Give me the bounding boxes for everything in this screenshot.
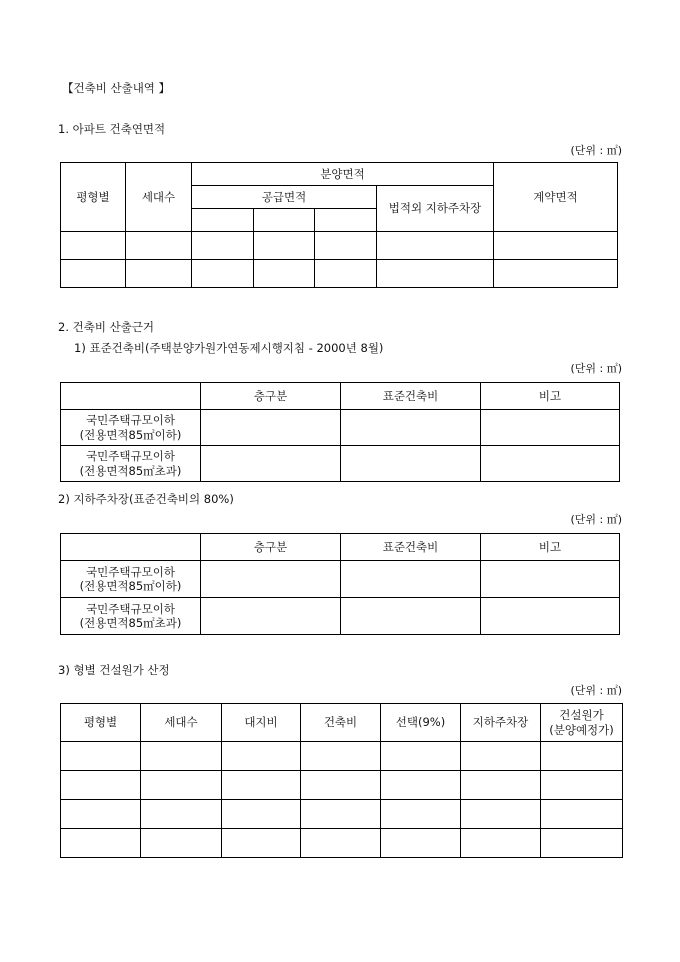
header-remarks: 비고 (481, 534, 620, 561)
sub1-heading: 1) 표준건축비(주택분양가원가연동제시행지침 - 2000년 8월) (74, 341, 384, 355)
subheader-cell (254, 209, 315, 232)
header-blank (61, 383, 201, 410)
header-sale-area: 분양면적 (192, 163, 494, 186)
header-option: 선택(9%) (381, 704, 461, 742)
section2-heading: 2. 건축비 산출근거 (58, 320, 155, 334)
table-row (61, 260, 618, 288)
header-contract-area: 계약면적 (494, 163, 618, 232)
header-type: 평형별 (61, 704, 141, 742)
table-row (61, 771, 623, 800)
row-label: 국민주택규모이하 (전용면적85㎡초과) (61, 598, 201, 635)
sub1-unit: (단위 : ㎡) (570, 362, 622, 375)
sub3-unit: (단위 : ㎡) (570, 684, 622, 697)
section1-heading: 1. 아파트 건축연면적 (58, 122, 166, 136)
header-households: 세대수 (126, 163, 192, 232)
header-legal-other: 법적외 지하주차장 (377, 186, 494, 232)
section1-area-table (60, 162, 618, 288)
header-supply-area: 공급면적 (192, 186, 377, 209)
header-land-cost: 대지비 (222, 704, 301, 742)
header-households: 세대수 (141, 704, 222, 742)
header-construction-cost: 건설원가 (분양예정가) (541, 704, 623, 742)
subheader-cell (315, 209, 377, 232)
row-label: 국민주택규모이하 (전용면적85㎡이하) (61, 561, 201, 598)
table-row (61, 232, 618, 260)
section1-unit: (단위 : ㎡) (570, 144, 622, 157)
sub2-heading: 2) 지하주차장(표준건축비의 80%) (58, 492, 234, 506)
sub2-unit: (단위 : ㎡) (570, 513, 622, 526)
table-row (61, 446, 620, 482)
sub3-heading: 3) 형별 건설원가 산정 (58, 663, 170, 677)
header-standard-cost: 표준건축비 (341, 534, 481, 561)
construction-cost-table (60, 703, 623, 858)
header-floor: 층구분 (201, 534, 341, 561)
table-row (61, 829, 623, 858)
subheader-cell (192, 209, 254, 232)
row-label: 국민주택규모이하 (전용면적85㎡초과) (61, 446, 201, 482)
header-type: 평형별 (61, 163, 126, 232)
header-blank (61, 534, 201, 561)
row-label: 국민주택규모이하 (전용면적85㎡이하) (61, 410, 201, 446)
table-row (61, 410, 620, 446)
standard-cost-table (60, 382, 620, 482)
header-floor: 층구분 (201, 383, 341, 410)
table-row (61, 800, 623, 829)
header-building-cost: 건축비 (301, 704, 381, 742)
table-row (61, 561, 620, 598)
document-title: 【건축비 산출내역 】 (62, 81, 171, 95)
header-underground-parking: 지하주차장 (461, 704, 541, 742)
header-standard-cost: 표준건축비 (341, 383, 481, 410)
header-remarks: 비고 (481, 383, 620, 410)
table-row (61, 742, 623, 771)
parking-cost-table (60, 533, 620, 635)
table-row (61, 598, 620, 635)
